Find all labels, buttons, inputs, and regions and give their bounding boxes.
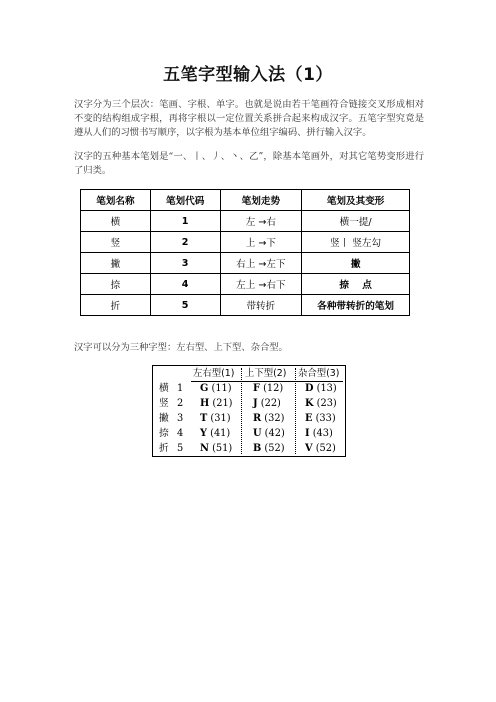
strokes-paragraph: 汉字的五种基本笔划是“一、丨、丿、丶、乙”，除基本笔画外，对其它笔势变形进行了归类。 [74,151,424,176]
stroke-variants: 捺 点 [302,274,410,295]
shape-table-header [153,367,345,381]
key-code: (51) [212,443,233,454]
key-letter: F [253,383,260,394]
stroke-name: 撇 [159,413,169,424]
key-code: (52) [315,443,336,454]
stroke-name: 竖 [159,398,169,409]
header-stroke-direction: 笔划走势 [220,190,302,211]
key-code: (52) [264,443,285,454]
header-mixed: 杂合型(3) [298,368,340,379]
header-top-bottom: 上下型(2) [245,368,287,379]
stroke-variants: 竖丨 竖左勾 [302,232,410,253]
stroke-name: 横 [81,211,151,232]
stroke-code: 1 [150,211,220,232]
key-letter: Y [200,428,207,439]
stroke-table [80,189,410,316]
key-letter: J [253,398,258,409]
key-code: (31) [210,413,231,424]
key-letter: V [305,443,313,454]
key-letter: B [253,443,262,454]
key-letter: R [253,413,262,424]
key-code: (43) [312,428,333,439]
shape-table [152,365,346,457]
intro-paragraph: 汉字分为三个层次：笔画、字根、单字。也就是说由若干笔画符合链接交叉形成相对不变的结构组成字根，再将字根以一定位置关系拼合起来构成汉字。五笔字型究竟是遵从人们的习惯书写顺序，以字根为基本单位组字编码、拼行输入汉字。 [74,99,424,138]
stroke-direction: 右上 →左下 [220,253,302,274]
key-code: (22) [260,398,281,409]
header-stroke-code: 笔划代码 [150,190,220,211]
key-code: (32) [264,413,285,424]
header-stroke-variants: 笔划及其变形 [302,190,410,211]
key-letter: I [305,428,310,439]
stroke-direction: 左 →右 [220,211,302,232]
key-letter: U [253,428,262,439]
stroke-number: 2 [177,398,184,409]
stroke-name: 折 [81,295,151,316]
stroke-name: 竖 [81,232,151,253]
stroke-variants: 横一提/ [302,211,410,232]
stroke-name: 捺 [159,428,169,439]
key-letter: D [305,383,314,394]
key-letter: E [305,413,313,424]
stroke-number: 4 [177,428,184,439]
table-row [153,427,345,441]
stroke-code: 5 [150,295,220,316]
stroke-direction: 带转折 [220,295,302,316]
shapes-paragraph: 汉字可以分为三种字型：左右型、上下型、杂合型。 [74,342,288,353]
stroke-name: 折 [159,443,169,454]
table-row [153,412,345,426]
key-code: (12) [263,383,284,394]
header-left-right: 左右型(1) [193,368,235,379]
key-letter: K [305,398,314,409]
key-code: (11) [211,383,232,394]
table-row [153,397,345,411]
key-code: (13) [316,383,337,394]
stroke-direction: 左上 →右下 [220,274,302,295]
stroke-number: 5 [177,443,184,454]
table-row [153,382,345,396]
stroke-name: 撇 [81,253,151,274]
key-letter: H [200,398,210,409]
stroke-code: 3 [150,253,220,274]
table-row [81,274,410,295]
key-code: (41) [210,428,231,439]
table-row [81,232,410,253]
key-code: (23) [316,398,337,409]
stroke-table-header [81,190,410,211]
key-code: (21) [212,398,233,409]
key-letter: G [200,383,209,394]
stroke-code: 2 [150,232,220,253]
key-code: (33) [315,413,336,424]
stroke-name: 捺 [81,274,151,295]
stroke-variants: 各种带转折的笔划 [302,295,410,316]
stroke-number: 1 [177,383,184,394]
table-row [81,253,410,274]
stroke-number: 3 [177,413,184,424]
header-stroke-name: 笔划名称 [81,190,151,211]
table-row [81,295,410,316]
stroke-code: 4 [150,274,220,295]
key-letter: N [200,443,209,454]
stroke-name: 横 [159,383,169,394]
table-row [81,211,410,232]
page-title: 五笔字型输入法（1） [163,65,333,85]
stroke-direction: 上 →下 [220,232,302,253]
table-row [153,442,345,456]
key-letter: T [200,413,208,424]
key-code: (42) [264,428,285,439]
stroke-variants: 撇 [302,253,410,274]
